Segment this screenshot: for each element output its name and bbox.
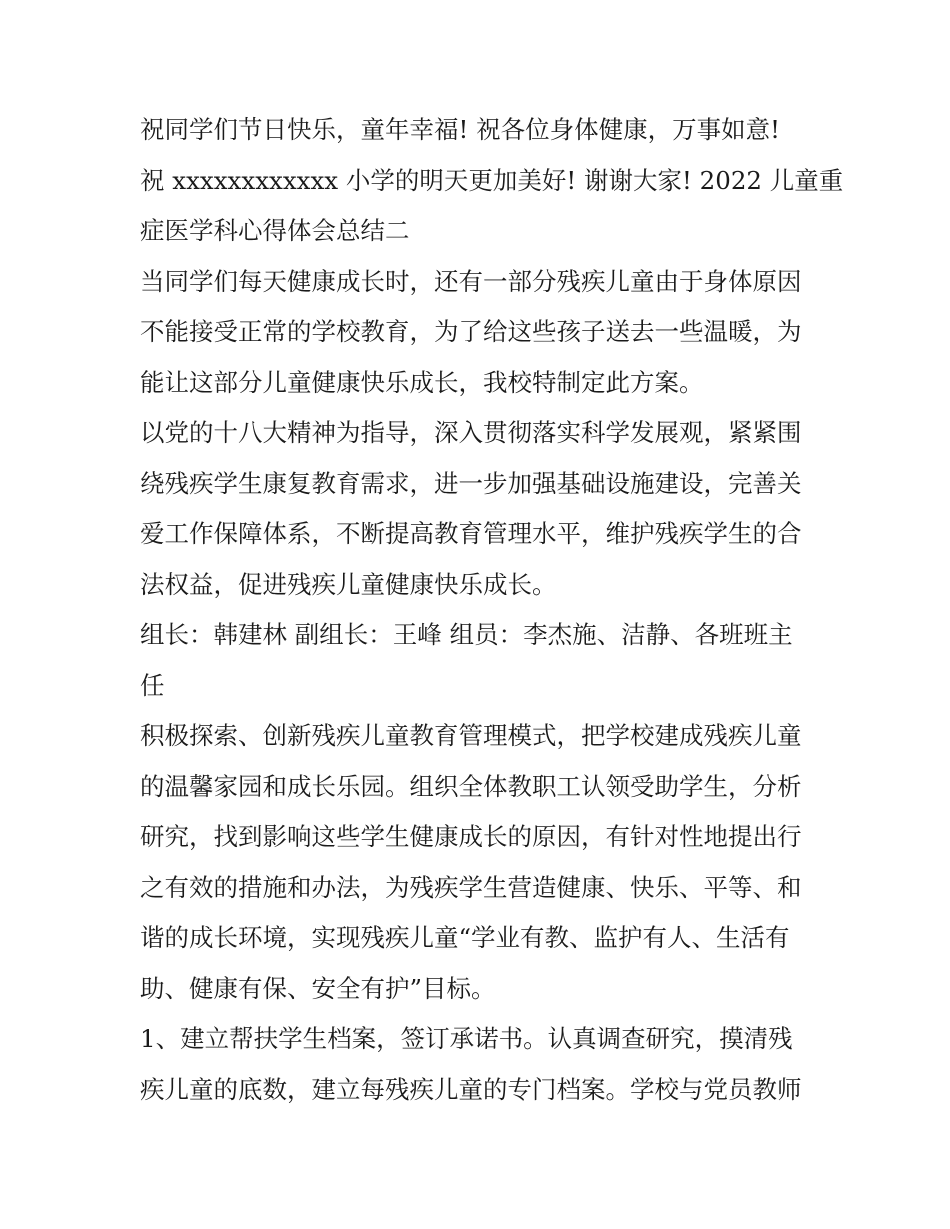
text-line: 法权益，促进残疾儿童健康快乐成长。 [140,569,557,599]
text-line: 能让这部分儿童健康快乐成长，我校特制定此方案。 [140,367,704,397]
text-line: 之有效的措施和办法，为残疾学生营造健康、快乐、平等、和 [140,872,802,902]
text-line: 疾儿童的底数，建立每残疾儿童的专门档案。学校与党员教师 [140,1074,802,1104]
text-line: 当同学们每天健康成长时，还有一部分残疾儿童由于身体原因 [140,266,802,296]
document-body [140,105,844,1115]
text-line: 的温馨家园和成长乐园。组织全体教职工认领受助学生，分析 [140,771,802,801]
text-line: 祝 xxxxxxxxxxxx 小学的明天更加美好! 谢谢大家! 2022 儿童重 [140,165,844,195]
text-line: 1、建立帮扶学生档案，签订承诺书。认真调查研究，摸清残 [140,1024,793,1053]
text-line: 助、健康有保、安全有护”目标。 [140,973,496,1003]
text-line: 祝同学们节日快乐，童年幸福! 祝各位身体健康，万事如意! [140,115,780,144]
text-line: 任 [140,670,165,700]
text-line: 研究，找到影响这些学生健康成长的原因，有针对性地提出行 [140,822,802,851]
text-line: 积极探索、创新残疾儿童教育管理模式，把学校建成残疾儿童 [140,721,802,750]
text-line: 不能接受正常的学校教育，为了给这些孩子送去一些温暖，为 [140,317,802,346]
text-line: 爱工作保障体系，不断提高教育管理水平，维护残疾学生的合 [140,519,802,548]
text-line: 组长：韩建林 副组长：王峰 组员：李杰施、洁静、各班班主 [140,620,793,649]
text-line: 症医学科心得体会总结二 [140,216,410,245]
text-line: 以党的十八大精神为指导，深入贯彻落实科学发展观，紧紧围 [140,418,802,447]
text-line: 谐的成长环境，实现残疾儿童“学业有教、监护有人、生活有 [140,923,790,952]
text-line: 绕残疾学生康复教育需求，进一步加强基础设施建设，完善关 [140,468,802,498]
